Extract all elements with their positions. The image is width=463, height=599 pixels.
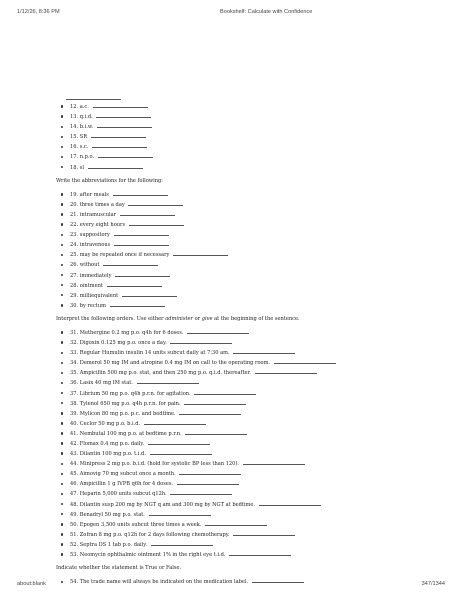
item-number: 40. — [70, 420, 79, 427]
list-item — [66, 378, 436, 388]
answer-blank — [170, 489, 232, 495]
item-text: Dilantin 100 mg p.o. t.i.d. — [79, 451, 146, 458]
instruction-interpret-mid: or — [192, 315, 202, 322]
item-text: Ceclor 50 mg p.o. b.i.d. — [79, 420, 141, 427]
page-title: Bookshelf: Calculate with Confidence — [220, 9, 313, 15]
item-text: intravenous — [79, 242, 111, 249]
answer-blank — [148, 439, 210, 445]
item-text: immediately — [79, 272, 112, 279]
item-text: every eight hours — [79, 222, 126, 229]
item-text: q.i.d. — [79, 114, 93, 121]
item-number: 48. — [70, 501, 79, 508]
list-item — [66, 163, 436, 173]
item-text: Zofran 8 mg p.o. q12h for 2 days following chemotherapy. — [79, 531, 230, 538]
answer-blank — [113, 190, 168, 196]
answer-blank — [194, 389, 256, 395]
answer-blank — [149, 510, 211, 516]
item-text: b.i.w. — [79, 124, 94, 131]
item-number: 17. — [70, 154, 79, 161]
item-number: 26. — [70, 262, 79, 269]
item-text: Neomycin ophthalmic ointment 1% in the right eye t.i.d. — [79, 552, 226, 559]
item-text: without — [79, 262, 100, 269]
item-number: 14. — [70, 124, 79, 131]
list-item — [66, 479, 436, 489]
item-number: 29. — [70, 292, 79, 299]
item-text: after meals — [79, 191, 109, 198]
instruction-interpret — [56, 315, 436, 324]
answer-blank — [259, 500, 321, 506]
orders-list — [56, 328, 436, 560]
item-number: 27. — [70, 272, 79, 279]
truefalse-list — [56, 577, 436, 587]
answer-blank — [96, 112, 151, 118]
answer-blank — [170, 338, 232, 344]
list-item — [66, 338, 436, 348]
item-number: 41. — [70, 430, 79, 437]
item-number: 39. — [70, 410, 79, 417]
answer-blank — [88, 163, 143, 169]
answer-blank — [107, 281, 162, 287]
item-text: Lasix 40 mg IM stat. — [79, 380, 133, 387]
item-text: SR — [79, 134, 88, 141]
answer-blank — [150, 449, 212, 455]
answer-blank — [92, 142, 147, 148]
list-item — [66, 260, 436, 270]
instruction-abbreviations: Write the abbreviations for the following: — [56, 177, 164, 184]
answer-blank — [103, 260, 158, 266]
answer-blank — [252, 577, 304, 583]
answer-blank — [233, 348, 295, 354]
item-text: Heparin 5,000 units subcut q12h. — [79, 491, 167, 498]
list-item — [66, 152, 436, 162]
item-number: 43. — [70, 451, 79, 458]
list-item — [66, 348, 436, 358]
item-number: 13. — [70, 114, 79, 121]
list-item — [66, 399, 436, 409]
list-item — [66, 230, 436, 240]
list-item — [66, 200, 436, 210]
answer-blank — [122, 291, 177, 297]
item-text: Minipress 2 mg p.o. b.i.d. (hold for systolic BP less than 120). — [79, 461, 240, 468]
list-item — [66, 530, 436, 540]
item-number: 21. — [70, 211, 79, 218]
item-text: n.p.o. — [79, 154, 95, 161]
print-timestamp: 1/12/26, 8:36 PM — [17, 9, 60, 15]
answer-blank — [114, 230, 169, 236]
answer-blank — [120, 210, 175, 216]
list-item — [66, 520, 436, 530]
item-number: 36. — [70, 380, 79, 387]
item-text: Digoxin 0.125 mg p.o. once a day. — [79, 340, 167, 347]
list-item — [66, 142, 436, 152]
item-text: intramuscular — [79, 211, 117, 218]
item-number: 54. — [70, 579, 79, 586]
list-item — [66, 210, 436, 220]
list-item — [66, 122, 436, 132]
item-text: Librium 50 mg p.o. q4h p.r.n. for agitation. — [79, 390, 191, 397]
item-number: 44. — [70, 461, 79, 468]
item-text: may be repeated once if necessary — [79, 252, 170, 259]
item-text: The trade name will always be indicated on the medication label. — [79, 579, 249, 586]
list-item — [66, 510, 436, 520]
answer-blank — [243, 459, 305, 465]
list-item — [66, 550, 436, 560]
answer-blank-continued — [66, 99, 121, 100]
item-number: 30. — [70, 302, 79, 309]
item-number: 46. — [70, 481, 79, 488]
item-number: 42. — [70, 441, 79, 447]
list-item — [66, 112, 436, 122]
list-item — [66, 190, 436, 200]
list-item — [66, 328, 436, 338]
item-number: 24. — [70, 242, 79, 249]
list-item — [66, 540, 436, 550]
item-text: Aimovig 70 mg subcut once a month. — [79, 471, 176, 478]
list-item — [66, 439, 436, 449]
item-text: Benadryl 50 mg p.o. stat. — [79, 511, 145, 518]
instruction-interpret-em2: give — [201, 315, 213, 322]
instruction-truefalse: Indicate whether the statement is True or False. — [56, 565, 182, 572]
item-number: 33. — [70, 350, 79, 357]
answer-blank — [98, 152, 153, 158]
item-number: 19. — [70, 191, 79, 198]
list-item — [66, 102, 436, 112]
list-item — [66, 489, 436, 499]
answer-blank — [93, 102, 148, 108]
answer-blank — [255, 368, 317, 374]
list-item — [66, 429, 436, 439]
item-text: Septra DS 1 tab p.o. daily. — [79, 541, 148, 548]
abbreviation-list-2 — [56, 190, 436, 311]
instruction-interpret-pre: Interpret the following orders. Use either — [56, 315, 166, 322]
item-text: a.c. — [79, 104, 89, 110]
item-text: Mylicon 80 mg p.o. p.c. and bedtime. — [79, 410, 176, 417]
answer-blank — [129, 220, 184, 226]
list-item — [66, 419, 436, 429]
answer-blank — [173, 250, 228, 256]
answer-blank — [128, 200, 183, 206]
answer-blank — [229, 550, 291, 556]
list-item — [66, 389, 436, 399]
answer-blank — [97, 122, 152, 128]
item-number: 52. — [70, 541, 79, 548]
item-number: 28. — [70, 282, 79, 289]
item-number: 50. — [70, 521, 79, 528]
item-number: 34. — [70, 360, 79, 367]
item-number: 47. — [70, 491, 79, 498]
list-item — [66, 459, 436, 469]
answer-blank — [91, 132, 146, 138]
instruction-interpret-em1: administer — [165, 315, 193, 322]
item-text: Demerol 50 mg IM and atropine 0.4 mg IM on call to the operating room. — [79, 360, 271, 367]
item-number: 45. — [70, 471, 79, 478]
list-item — [66, 240, 436, 250]
list-item — [66, 250, 436, 260]
item-text: suppository — [79, 232, 110, 239]
answer-blank — [151, 540, 213, 546]
item-number: 32. — [70, 340, 79, 347]
item-text: ointment — [79, 282, 103, 289]
answer-blank — [114, 240, 169, 246]
list-item — [66, 271, 436, 281]
item-number: 25. — [70, 252, 79, 259]
list-item — [66, 577, 436, 587]
item-text: Nembutal 100 mg p.o. at bedtime p.r.n. — [79, 430, 182, 437]
instruction-interpret-post: at the beginning of the sentence. — [212, 315, 300, 322]
list-item — [66, 301, 436, 311]
answer-blank — [179, 469, 241, 475]
list-item — [66, 449, 436, 459]
item-text: Ampicillin 1 g IVPB q6h for 4 doses. — [79, 481, 174, 488]
list-item — [66, 368, 436, 378]
item-text: milliequivalent — [79, 292, 119, 299]
page-number: 347/1344 — [421, 581, 445, 587]
answer-blank — [187, 328, 249, 334]
list-item — [66, 409, 436, 419]
item-number: 16. — [70, 144, 79, 151]
item-number: 22. — [70, 222, 79, 229]
item-text: Tylenol 650 mg p.o. q4h p.r.n. for pain. — [79, 400, 181, 407]
abbreviation-list-1 — [56, 102, 436, 173]
answer-blank — [205, 520, 267, 526]
answer-blank — [179, 409, 241, 415]
item-text: three times a day — [79, 201, 125, 208]
item-text: Methergine 0.2 mg p.o. q4h for 6 doses. — [79, 329, 184, 336]
item-text: Ampicillin 500 mg p.o. stat, and then 250 mg p.o. q.i.d. thereafter. — [79, 370, 252, 377]
item-number: 49. — [70, 511, 79, 518]
item-number: 38. — [70, 400, 79, 407]
item-number: 53. — [70, 552, 79, 559]
item-text: by rectum — [79, 302, 106, 309]
item-number: 37. — [70, 390, 79, 397]
item-number: 12. — [70, 104, 79, 110]
answer-blank — [233, 530, 295, 536]
list-item — [66, 281, 436, 291]
item-number: 18. — [70, 164, 79, 171]
answer-blank — [144, 419, 206, 425]
answer-blank — [137, 378, 199, 384]
list-item — [66, 500, 436, 510]
item-text: Regular Humulin insulin 14 units subcut daily at 7:30 am. — [79, 350, 230, 357]
item-number: 20. — [70, 201, 79, 208]
list-item — [66, 291, 436, 301]
list-item — [66, 132, 436, 142]
answer-blank — [110, 301, 165, 307]
item-text: Epogen 3,500 units subcut three times a week. — [79, 521, 202, 528]
item-number: 15. — [70, 134, 79, 141]
answer-blank — [184, 399, 246, 405]
document-body — [56, 96, 436, 587]
item-text: sl — [79, 164, 84, 171]
list-item — [66, 469, 436, 479]
list-item — [66, 220, 436, 230]
item-text: s.c. — [79, 144, 89, 151]
answer-blank — [274, 358, 336, 364]
list-item — [66, 358, 436, 368]
item-number: 35. — [70, 370, 79, 377]
page-url: about:blank — [17, 581, 46, 587]
answer-blank — [185, 429, 247, 435]
item-number: 31. — [70, 329, 79, 336]
item-text: Dilantin susp 200 mg by NGT q am and 300 mg by NGT at bedtime. — [79, 501, 256, 508]
item-number: 51. — [70, 531, 79, 538]
item-number: 23. — [70, 232, 79, 239]
answer-blank — [115, 271, 170, 277]
answer-blank — [177, 479, 239, 485]
item-text: Flomax 0.4 mg p.o. daily. — [79, 441, 145, 447]
